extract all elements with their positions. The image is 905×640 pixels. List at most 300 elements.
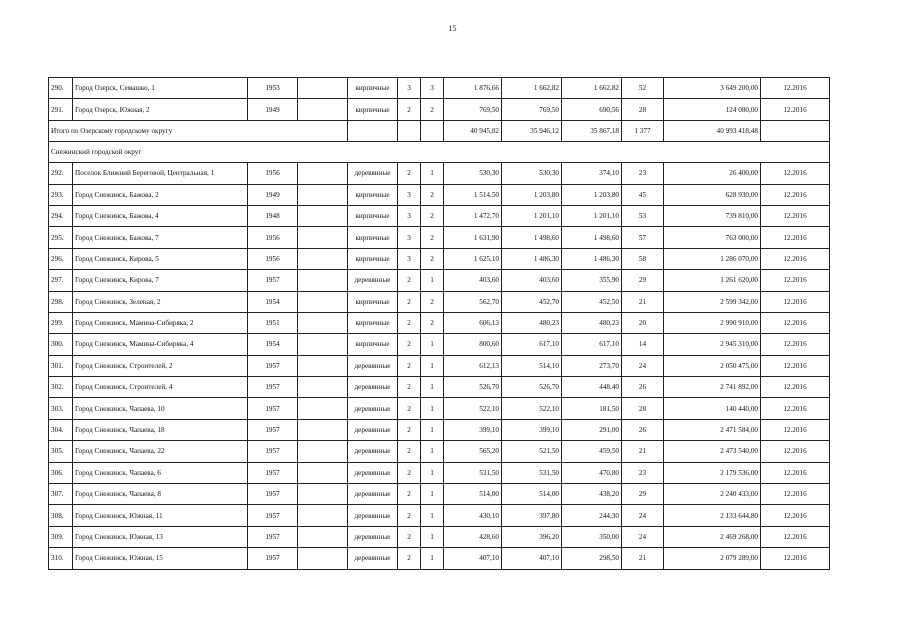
total-label: Итого по Озерскому городскому округу [49,120,348,141]
row-cost: 628 930,00 [664,184,761,205]
row-area-b: 355,90 [562,270,622,291]
row-entrances: 1 [421,377,444,398]
row-blank [298,312,348,333]
row-area-b: 273,70 [562,355,622,376]
row-material: деревянные [348,548,398,569]
row-area-b: 1 203,80 [562,184,622,205]
row-residents: 26 [622,419,664,440]
row-residents: 24 [622,355,664,376]
table-row [49,548,830,569]
row-floors: 2 [398,398,421,419]
row-material: деревянные [348,163,398,184]
row-material: деревянные [348,398,398,419]
row-floors: 3 [398,227,421,248]
row-floors: 2 [398,99,421,120]
row-entrances: 2 [421,248,444,269]
row-material: деревянные [348,355,398,376]
row-address: Город Снежинск, Чапаева, 22 [73,441,248,462]
row-area-total: 522,10 [444,398,502,419]
row-address: Город Озерск, Южная, 2 [73,99,248,120]
table-row [49,163,830,184]
row-address: Город Снежинск, Строителей, 4 [73,377,248,398]
row-year: 1957 [248,505,298,526]
housing-register-table [48,77,830,570]
row-address: Город Снежинск, Чапаева, 10 [73,398,248,419]
row-cost: 2 050 475,00 [664,355,761,376]
row-material: деревянные [348,462,398,483]
row-area-b: 438,20 [562,484,622,505]
row-number: 307. [49,484,73,505]
table-row [49,484,830,505]
row-cost: 2 945 310,00 [664,334,761,355]
row-area-total: 612,13 [444,355,502,376]
row-year: 1957 [248,419,298,440]
row-number: 295. [49,227,73,248]
row-address: Город Озерск, Семашко, 1 [73,78,248,99]
row-date: 12.2016 [761,163,830,184]
row-material: деревянные [348,484,398,505]
total-area-total: 40 945,82 [444,120,502,141]
row-blank [298,419,348,440]
table-row [49,99,830,120]
row-number: 290. [49,78,73,99]
row-cost: 1 261 620,00 [664,270,761,291]
row-year: 1954 [248,291,298,312]
row-area-b: 617,10 [562,334,622,355]
row-area-b: 374,10 [562,163,622,184]
table-row [49,227,830,248]
row-address: Город Снежинск, Кирова, 5 [73,248,248,269]
row-entrances: 1 [421,334,444,355]
row-address: Город Снежинск, Мамина-Сибиряка, 2 [73,312,248,333]
table-row [49,441,830,462]
row-cost: 1 286 070,00 [664,248,761,269]
row-number: 310. [49,548,73,569]
row-blank [298,78,348,99]
row-entrances: 2 [421,227,444,248]
row-address: Город Снежинск, Кирова, 7 [73,270,248,291]
row-cost: 2 240 433,00 [664,484,761,505]
row-floors: 2 [398,441,421,462]
row-year: 1949 [248,99,298,120]
table-row [49,419,830,440]
row-blank [298,526,348,547]
row-blank [298,270,348,291]
row-date: 12.2016 [761,270,830,291]
row-area-a: 407,10 [502,548,562,569]
row-entrances: 1 [421,505,444,526]
row-area-a: 617,10 [502,334,562,355]
row-area-a: 396,20 [502,526,562,547]
row-year: 1957 [248,526,298,547]
row-area-total: 562,70 [444,291,502,312]
row-date: 12.2016 [761,505,830,526]
row-area-total: 606,13 [444,312,502,333]
row-entrances: 2 [421,99,444,120]
row-number: 300. [49,334,73,355]
row-date: 12.2016 [761,99,830,120]
row-area-total: 1 876,66 [444,78,502,99]
row-material: кирпичные [348,78,398,99]
row-area-a: 522,10 [502,398,562,419]
row-entrances: 1 [421,526,444,547]
row-floors: 2 [398,419,421,440]
row-date: 12.2016 [761,377,830,398]
row-address: Город Снежинск, Бажова, 4 [73,205,248,226]
table-row [49,526,830,547]
row-blank [298,355,348,376]
row-date: 12.2016 [761,248,830,269]
row-material: кирпичные [348,248,398,269]
row-area-b: 1 662,82 [562,78,622,99]
row-address: Город Снежинск, Южная, 13 [73,526,248,547]
row-blank [298,334,348,355]
table-row [49,248,830,269]
row-number: 298. [49,291,73,312]
row-number: 304. [49,419,73,440]
row-floors: 2 [398,355,421,376]
row-date: 12.2016 [761,441,830,462]
row-blank [298,163,348,184]
table-row [49,355,830,376]
row-area-b: 350,00 [562,526,622,547]
row-floors: 2 [398,377,421,398]
table-row [49,291,830,312]
row-residents: 21 [622,441,664,462]
row-area-total: 428,60 [444,526,502,547]
row-area-total: 403,60 [444,270,502,291]
row-cost: 26 400,00 [664,163,761,184]
row-number: 293. [49,184,73,205]
row-area-a: 1 662,82 [502,78,562,99]
row-year: 1948 [248,205,298,226]
row-year: 1949 [248,184,298,205]
table-row [49,270,830,291]
row-cost: 124 080,00 [664,99,761,120]
row-area-b: 244,30 [562,505,622,526]
row-floors: 3 [398,248,421,269]
row-number: 291. [49,99,73,120]
total-area-a: 35 946,12 [502,120,562,141]
row-residents: 21 [622,291,664,312]
total-row-ozersk [49,120,830,141]
row-area-b: 1 201,10 [562,205,622,226]
row-floors: 2 [398,484,421,505]
row-area-b: 690,56 [562,99,622,120]
row-area-b: 298,50 [562,548,622,569]
row-entrances: 1 [421,419,444,440]
row-material: деревянные [348,526,398,547]
table-body-total [49,120,830,162]
row-residents: 29 [622,484,664,505]
section-label: Снежинский городской округ [49,142,830,163]
row-number: 301. [49,355,73,376]
row-material: деревянные [348,270,398,291]
row-year: 1951 [248,312,298,333]
row-number: 302. [49,377,73,398]
row-date: 12.2016 [761,419,830,440]
row-blank [298,377,348,398]
table-row [49,205,830,226]
row-cost: 2 133 644,80 [664,505,761,526]
row-residents: 24 [622,526,664,547]
row-address: Город Снежинск, Чапаева, 8 [73,484,248,505]
row-year: 1957 [248,441,298,462]
row-number: 308. [49,505,73,526]
row-address: Город Снежинск, Южная, 15 [73,548,248,569]
row-residents: 28 [622,99,664,120]
row-material: кирпичные [348,312,398,333]
row-blank [298,184,348,205]
row-residents: 52 [622,78,664,99]
row-area-b: 448,40 [562,377,622,398]
row-area-total: 1 625,10 [444,248,502,269]
row-number: 305. [49,441,73,462]
row-residents: 29 [622,270,664,291]
row-blank [298,248,348,269]
row-residents: 23 [622,462,664,483]
row-entrances: 1 [421,441,444,462]
row-area-a: 526,70 [502,377,562,398]
row-entrances: 1 [421,270,444,291]
row-cost: 2 990 910,00 [664,312,761,333]
row-area-a: 521,50 [502,441,562,462]
row-blank [298,205,348,226]
row-entrances: 2 [421,205,444,226]
row-date: 12.2016 [761,526,830,547]
row-date: 12.2016 [761,548,830,569]
row-number: 297. [49,270,73,291]
row-year: 1956 [248,163,298,184]
row-area-b: 452,50 [562,291,622,312]
row-year: 1953 [248,78,298,99]
row-cost: 739 810,00 [664,205,761,226]
row-residents: 26 [622,377,664,398]
row-residents: 14 [622,334,664,355]
row-cost: 2 471 584,00 [664,419,761,440]
row-residents: 53 [622,205,664,226]
row-area-a: 403,60 [502,270,562,291]
row-date: 12.2016 [761,184,830,205]
row-year: 1956 [248,227,298,248]
row-material: деревянные [348,419,398,440]
row-area-b: 1 486,30 [562,248,622,269]
row-cost: 2 473 540,00 [664,441,761,462]
row-address: Город Снежинск, Бажова, 7 [73,227,248,248]
row-blank [298,291,348,312]
table-body-ozersk [49,78,830,121]
row-area-total: 514,00 [444,484,502,505]
row-number: 294. [49,205,73,226]
row-area-b: 181,50 [562,398,622,419]
row-number: 299. [49,312,73,333]
table-row [49,334,830,355]
row-material: кирпичные [348,99,398,120]
row-blank [298,99,348,120]
row-residents: 20 [622,312,664,333]
row-year: 1957 [248,355,298,376]
row-area-a: 531,50 [502,462,562,483]
row-floors: 2 [398,526,421,547]
row-residents: 21 [622,548,664,569]
row-cost: 2 599 342,00 [664,291,761,312]
row-number: 306. [49,462,73,483]
row-year: 1957 [248,398,298,419]
row-blank [298,548,348,569]
row-area-total: 530,30 [444,163,502,184]
row-cost: 140 440,00 [664,398,761,419]
row-area-a: 480,23 [502,312,562,333]
row-date: 12.2016 [761,462,830,483]
row-material: кирпичные [348,291,398,312]
row-year: 1957 [248,270,298,291]
total-cost: 40 993 418,48 [664,120,761,141]
table-row [49,312,830,333]
row-material: деревянные [348,377,398,398]
row-year: 1957 [248,462,298,483]
row-number: 292. [49,163,73,184]
row-year: 1954 [248,334,298,355]
row-area-total: 526,70 [444,377,502,398]
row-area-total: 769,50 [444,99,502,120]
table-row [49,398,830,419]
row-residents: 45 [622,184,664,205]
row-entrances: 1 [421,484,444,505]
row-area-total: 399,10 [444,419,502,440]
row-floors: 2 [398,548,421,569]
row-area-b: 291,00 [562,419,622,440]
row-floors: 2 [398,270,421,291]
row-date: 12.2016 [761,291,830,312]
row-area-total: 1 472,70 [444,205,502,226]
row-area-a: 514,00 [502,484,562,505]
row-cost: 2 079 289,00 [664,548,761,569]
row-address: Город Снежинск, Чапаева, 6 [73,462,248,483]
row-cost: 763 000,00 [664,227,761,248]
table-row [49,377,830,398]
row-area-total: 1 631,90 [444,227,502,248]
row-date: 12.2016 [761,484,830,505]
row-floors: 2 [398,462,421,483]
row-number: 309. [49,526,73,547]
row-area-total: 531,50 [444,462,502,483]
page-number: 15 [448,24,457,33]
row-address: Город Снежинск, Строителей, 2 [73,355,248,376]
row-cost: 2 469 268,00 [664,526,761,547]
row-cost: 3 649 200,00 [664,78,761,99]
row-address: Город Снежинск, Бажова, 2 [73,184,248,205]
table-row [49,505,830,526]
row-entrances: 2 [421,312,444,333]
row-material: кирпичные [348,227,398,248]
row-blank [298,398,348,419]
row-area-a: 452,70 [502,291,562,312]
row-area-b: 470,80 [562,462,622,483]
row-year: 1956 [248,248,298,269]
row-area-a: 530,30 [502,163,562,184]
row-floors: 2 [398,505,421,526]
row-entrances: 2 [421,184,444,205]
row-material: кирпичные [348,184,398,205]
row-area-total: 565,20 [444,441,502,462]
row-floors: 3 [398,184,421,205]
row-date: 12.2016 [761,312,830,333]
table-row [49,78,830,99]
row-blank [298,505,348,526]
row-address: Город Снежинск, Мамина-Сибиряка, 4 [73,334,248,355]
row-area-a: 514,10 [502,355,562,376]
row-floors: 2 [398,312,421,333]
table-body-snezhinsk [49,163,830,569]
row-entrances: 1 [421,355,444,376]
row-material: деревянные [348,441,398,462]
row-area-total: 430,10 [444,505,502,526]
row-area-a: 1 486,30 [502,248,562,269]
row-floors: 2 [398,334,421,355]
row-area-a: 1 203,80 [502,184,562,205]
row-blank [298,462,348,483]
row-residents: 28 [622,398,664,419]
row-cost: 2 741 892,00 [664,377,761,398]
row-date: 12.2016 [761,78,830,99]
row-residents: 24 [622,505,664,526]
row-entrances: 1 [421,462,444,483]
row-date: 12.2016 [761,334,830,355]
row-entrances: 3 [421,78,444,99]
row-year: 1957 [248,548,298,569]
section-row-snezhinsk [49,142,830,163]
row-area-total: 407,10 [444,548,502,569]
row-floors: 2 [398,291,421,312]
row-date: 12.2016 [761,227,830,248]
row-entrances: 2 [421,291,444,312]
row-area-b: 480,23 [562,312,622,333]
row-residents: 23 [622,163,664,184]
row-blank [298,227,348,248]
row-blank [298,484,348,505]
row-residents: 57 [622,227,664,248]
row-area-a: 1 201,10 [502,205,562,226]
row-area-b: 1 498,60 [562,227,622,248]
row-date: 12.2016 [761,398,830,419]
total-residents: 1 377 [622,120,664,141]
row-year: 1957 [248,484,298,505]
row-area-a: 397,80 [502,505,562,526]
row-entrances: 1 [421,398,444,419]
row-floors: 3 [398,78,421,99]
table-row [49,184,830,205]
row-address: Город Снежинск, Южная, 11 [73,505,248,526]
total-area-b: 35 867,18 [562,120,622,141]
row-area-total: 800,60 [444,334,502,355]
row-address: Поселок Ближний Береговой, Центральная, 1 [73,163,248,184]
row-address: Город Снежинск, Зеленая, 2 [73,291,248,312]
row-number: 303. [49,398,73,419]
row-material: кирпичные [348,205,398,226]
row-material: кирпичные [348,334,398,355]
row-address: Город Снежинск, Чапаева, 18 [73,419,248,440]
row-floors: 3 [398,205,421,226]
row-material: деревянные [348,505,398,526]
row-year: 1957 [248,377,298,398]
row-area-a: 399,10 [502,419,562,440]
row-entrances: 1 [421,548,444,569]
row-area-total: 1 514,50 [444,184,502,205]
row-date: 12.2016 [761,355,830,376]
row-area-b: 459,50 [562,441,622,462]
row-floors: 2 [398,163,421,184]
row-entrances: 1 [421,163,444,184]
